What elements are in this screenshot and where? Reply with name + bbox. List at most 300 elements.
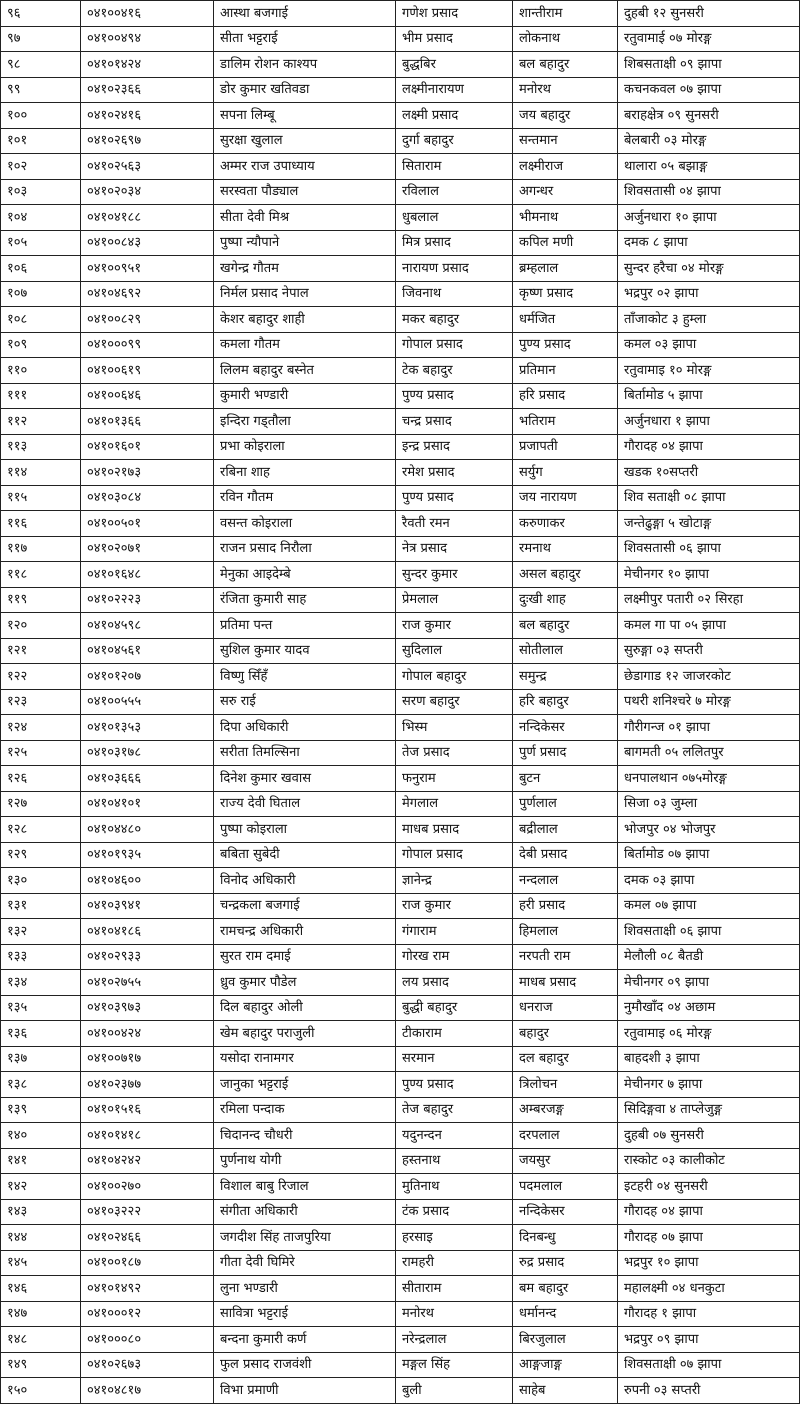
table-row <box>1 460 800 486</box>
address-cell: कमल गा पा ०५ झापा <box>618 613 800 639</box>
table-row <box>1 1199 800 1225</box>
roll-number-cell: ०४१०१२०७ <box>81 664 214 690</box>
father-name-cell: फनुराम <box>396 766 513 792</box>
grandfather-name-cell: बल बहादुर <box>513 613 618 639</box>
roll-number-cell: ०४१०२४६६ <box>81 1225 214 1251</box>
serial-number-cell: १२७ <box>1 791 81 817</box>
roll-number-cell: ०४१०१३६६ <box>81 409 214 435</box>
roll-number-cell: ०४१००५५५ <box>81 689 214 715</box>
candidate-name-cell: इन्दिरा गड्तौला <box>214 409 396 435</box>
father-name-cell: गोपाल बहादुर <box>396 664 513 690</box>
table-row <box>1 154 800 180</box>
grandfather-name-cell: बिरजुलाल <box>513 1327 618 1353</box>
serial-number-cell: ९६ <box>1 1 81 27</box>
address-cell: गौरादह ०४ झापा <box>618 434 800 460</box>
address-cell: मेलौली ०८ बैतडी <box>618 944 800 970</box>
table-row <box>1 1352 800 1378</box>
grandfather-name-cell: बम बहादुर <box>513 1276 618 1302</box>
candidate-name-cell: संगीता अधिकारी <box>214 1199 396 1225</box>
table-row <box>1 434 800 460</box>
roll-number-cell: ०४१०१९३५ <box>81 842 214 868</box>
grandfather-name-cell: आङ्गजाङ्ग <box>513 1352 618 1378</box>
table-row <box>1 358 800 384</box>
serial-number-cell: १४७ <box>1 1301 81 1327</box>
roll-number-cell: ०४१०३०८४ <box>81 485 214 511</box>
address-cell: दुहबी १२ सुनसरी <box>618 1 800 27</box>
table-row <box>1 1 800 27</box>
candidate-name-cell: जानुका भट्टराई <box>214 1072 396 1098</box>
father-name-cell: इन्द्र प्रसाद <box>396 434 513 460</box>
table-row <box>1 664 800 690</box>
roll-number-cell: ०४१००२७० <box>81 1174 214 1200</box>
father-name-cell: नारायण प्रसाद <box>396 256 513 282</box>
father-name-cell: बुद्धबिर <box>396 52 513 78</box>
candidate-name-cell: सुरत राम दमाई <box>214 944 396 970</box>
father-name-cell: तेज बहादुर <box>396 1097 513 1123</box>
father-name-cell: जिवनाथ <box>396 281 513 307</box>
grandfather-name-cell: करुणाकर <box>513 511 618 537</box>
candidate-name-cell: विष्णु सिँहँ <box>214 664 396 690</box>
serial-number-cell: १०३ <box>1 179 81 205</box>
father-name-cell: सुन्दर कुमार <box>396 562 513 588</box>
address-cell: सुन्दर हरैचा ०४ मोरङ्ग <box>618 256 800 282</box>
candidate-name-cell: दिपा अधिकारी <box>214 715 396 741</box>
grandfather-name-cell: बद्रीलाल <box>513 817 618 843</box>
grandfather-name-cell: देबी प्रसाद <box>513 842 618 868</box>
table-row <box>1 511 800 537</box>
serial-number-cell: १३० <box>1 868 81 894</box>
roll-number-cell: ०४१०००८० <box>81 1327 214 1353</box>
serial-number-cell: १०५ <box>1 230 81 256</box>
serial-number-cell: १२६ <box>1 766 81 792</box>
father-name-cell: गोपाल प्रसाद <box>396 842 513 868</box>
father-name-cell: टेक बहादुर <box>396 358 513 384</box>
serial-number-cell: १०० <box>1 103 81 129</box>
roll-number-cell: ०४१००६१९ <box>81 358 214 384</box>
address-cell: बाहदशी ३ झापा <box>618 1046 800 1072</box>
serial-number-cell: १०२ <box>1 154 81 180</box>
roll-number-cell: ०४१००९५१ <box>81 256 214 282</box>
roll-number-cell: ०४१०३१७८ <box>81 740 214 766</box>
address-cell: शिबसताक्षी ०९ झापा <box>618 52 800 78</box>
address-cell: दुहबी ०७ सुनसरी <box>618 1123 800 1149</box>
table-row <box>1 1378 800 1404</box>
candidate-name-cell: प्रभा कोइराला <box>214 434 396 460</box>
candidate-name-cell: विनोद अधिकारी <box>214 868 396 894</box>
grandfather-name-cell: हरी प्रसाद <box>513 893 618 919</box>
address-cell: छेडागाड १२ जाजरकोट <box>618 664 800 690</box>
roll-number-cell: ०४१०३२२२ <box>81 1199 214 1225</box>
candidate-name-cell: जगदीश सिंह ताजपुरिया <box>214 1225 396 1251</box>
serial-number-cell: ११७ <box>1 536 81 562</box>
address-cell: ताँजाकोट ३ हुम्ला <box>618 307 800 333</box>
address-cell: रतुवामाई ०७ मोरङ्ग <box>618 26 800 52</box>
grandfather-name-cell: सर्युग <box>513 460 618 486</box>
address-cell: बिर्तामोड ०७ झापा <box>618 842 800 868</box>
address-cell: गौरादह १ झापा <box>618 1301 800 1327</box>
father-name-cell: माधब प्रसाद <box>396 817 513 843</box>
candidate-name-cell: रंजिता कुमारी साह <box>214 587 396 613</box>
candidate-name-cell: रबिना शाह <box>214 460 396 486</box>
grandfather-name-cell: पुण्य प्रसाद <box>513 332 618 358</box>
roll-number-cell: ०४१०२९३३ <box>81 944 214 970</box>
address-cell: सिदिङ्गवा ४ ताप्लेजुङ्ग <box>618 1097 800 1123</box>
father-name-cell: मेगलाल <box>396 791 513 817</box>
table-row <box>1 1250 800 1276</box>
address-cell: खडक १०सप्तरी <box>618 460 800 486</box>
table-row <box>1 970 800 996</box>
roll-number-cell: ०४१०२५६३ <box>81 154 214 180</box>
father-name-cell: टीकाराम <box>396 1021 513 1047</box>
grandfather-name-cell: कृष्ण प्रसाद <box>513 281 618 307</box>
address-cell: शिव सताक्षी ०८ झापा <box>618 485 800 511</box>
grandfather-name-cell: माधब प्रसाद <box>513 970 618 996</box>
serial-number-cell: १३२ <box>1 919 81 945</box>
serial-number-cell: ११२ <box>1 409 81 435</box>
roll-number-cell: ०४१०००९९ <box>81 332 214 358</box>
serial-number-cell: ९७ <box>1 26 81 52</box>
address-cell: मेचीनगर ७ झापा <box>618 1072 800 1098</box>
candidate-name-cell: निर्मल प्रसाद नेपाल <box>214 281 396 307</box>
grandfather-name-cell: सोतीलाल <box>513 638 618 664</box>
table-row <box>1 1174 800 1200</box>
roll-number-cell: ०४१०४५९८ <box>81 613 214 639</box>
address-cell: पथरी शनिश्चरे ७ मोरङ्ग <box>618 689 800 715</box>
roll-number-cell: ०४१००६४६ <box>81 383 214 409</box>
serial-number-cell: १२९ <box>1 842 81 868</box>
father-name-cell: नरेन्द्रलाल <box>396 1327 513 1353</box>
father-name-cell: भीम प्रसाद <box>396 26 513 52</box>
serial-number-cell: १३३ <box>1 944 81 970</box>
table-row <box>1 1046 800 1072</box>
grandfather-name-cell: हरि बहादुर <box>513 689 618 715</box>
serial-number-cell: १०८ <box>1 307 81 333</box>
address-cell: इटहरी ०४ सुनसरी <box>618 1174 800 1200</box>
father-name-cell: रैवती रमन <box>396 511 513 537</box>
grandfather-name-cell: धनराज <box>513 995 618 1021</box>
address-cell: जन्तेढुङ्गा ५ खोटाङ्ग <box>618 511 800 537</box>
serial-number-cell: ९८ <box>1 52 81 78</box>
roll-number-cell: ०४१०१३५३ <box>81 715 214 741</box>
table-row <box>1 332 800 358</box>
roll-number-cell: ०४१००८२९ <box>81 307 214 333</box>
table-row <box>1 179 800 205</box>
father-name-cell: सीताराम <box>396 1276 513 1302</box>
father-name-cell: मनोरथ <box>396 1301 513 1327</box>
grandfather-name-cell: बहादुर <box>513 1021 618 1047</box>
candidate-name-cell: रामचन्द्र अधिकारी <box>214 919 396 945</box>
father-name-cell: गोपाल प्रसाद <box>396 332 513 358</box>
table-row <box>1 1123 800 1149</box>
roll-number-cell: ०४१०३९७३ <box>81 995 214 1021</box>
grandfather-name-cell: साहेब <box>513 1378 618 1404</box>
address-cell: भोजपुर ०४ भोजपुर <box>618 817 800 843</box>
grandfather-name-cell: रुद्र प्रसाद <box>513 1250 618 1276</box>
grandfather-name-cell: दिनबन्धु <box>513 1225 618 1251</box>
serial-number-cell: १४३ <box>1 1199 81 1225</box>
father-name-cell: राज कुमार <box>396 893 513 919</box>
candidate-name-cell: सरु राई <box>214 689 396 715</box>
grandfather-name-cell: बुटन <box>513 766 618 792</box>
address-cell: रास्कोट ०३ कालीकोट <box>618 1148 800 1174</box>
father-name-cell: मङ्गल सिंह <box>396 1352 513 1378</box>
serial-number-cell: १२२ <box>1 664 81 690</box>
table-row <box>1 1097 800 1123</box>
candidate-name-cell: दिनेश कुमार खवास <box>214 766 396 792</box>
table-row <box>1 1021 800 1047</box>
candidate-name-cell: बबिता सुबेदी <box>214 842 396 868</box>
candidate-name-cell: बन्दना कुमारी कर्ण <box>214 1327 396 1353</box>
father-name-cell: मित्र प्रसाद <box>396 230 513 256</box>
father-name-cell: रामहरी <box>396 1250 513 1276</box>
table-row <box>1 383 800 409</box>
candidate-name-cell: पुष्पा न्यौपाने <box>214 230 396 256</box>
grandfather-name-cell: नन्दिकेसर <box>513 715 618 741</box>
candidate-name-cell: सीता भट्टराई <box>214 26 396 52</box>
roll-number-cell: ०४१०१६०१ <box>81 434 214 460</box>
father-name-cell: धुबलाल <box>396 205 513 231</box>
table-row <box>1 103 800 129</box>
father-name-cell: बुद्धी बहादुर <box>396 995 513 1021</box>
father-name-cell: सरण बहादुर <box>396 689 513 715</box>
candidate-name-cell: पुर्णनाथ योगी <box>214 1148 396 1174</box>
grandfather-name-cell: बल बहादुर <box>513 52 618 78</box>
serial-number-cell: १४१ <box>1 1148 81 1174</box>
address-cell: कचनकवल ०७ झापा <box>618 77 800 103</box>
table-row <box>1 1072 800 1098</box>
father-name-cell: नेत्र प्रसाद <box>396 536 513 562</box>
address-cell: शिवसताक्षी ०६ झापा <box>618 919 800 945</box>
serial-number-cell: १२३ <box>1 689 81 715</box>
father-name-cell: गणेश प्रसाद <box>396 1 513 27</box>
address-cell: बिर्तामोड ५ झापा <box>618 383 800 409</box>
candidate-name-cell: सपना लिम्बू <box>214 103 396 129</box>
father-name-cell: बुली <box>396 1378 513 1404</box>
serial-number-cell: १११ <box>1 383 81 409</box>
address-cell: शिवसताक्षी ०७ झापा <box>618 1352 800 1378</box>
address-cell: रुपनी ०३ सप्तरी <box>618 1378 800 1404</box>
roll-number-cell: ०४१०२०७१ <box>81 536 214 562</box>
table-row <box>1 1148 800 1174</box>
serial-number-cell: १२८ <box>1 817 81 843</box>
grandfather-name-cell: हरि प्रसाद <box>513 383 618 409</box>
table-row <box>1 638 800 664</box>
roll-number-cell: ०४१०४५६१ <box>81 638 214 664</box>
father-name-cell: ज्ञानेन्द्र <box>396 868 513 894</box>
serial-number-cell: १२५ <box>1 740 81 766</box>
grandfather-name-cell: त्रिलोचन <box>513 1072 618 1098</box>
candidate-name-cell: खगेन्द्र गौतम <box>214 256 396 282</box>
serial-number-cell: १२१ <box>1 638 81 664</box>
candidate-name-cell: खेम बहादुर पराजुली <box>214 1021 396 1047</box>
grandfather-name-cell: समुन्द्र <box>513 664 618 690</box>
roll-number-cell: ०४१००१८७ <box>81 1250 214 1276</box>
serial-number-cell: १०४ <box>1 205 81 231</box>
table-row <box>1 128 800 154</box>
address-cell: कमल ०३ झापा <box>618 332 800 358</box>
table-row <box>1 562 800 588</box>
grandfather-name-cell: जय नारायण <box>513 485 618 511</box>
table-row <box>1 281 800 307</box>
serial-number-cell: ९९ <box>1 77 81 103</box>
grandfather-name-cell: कपिल मणी <box>513 230 618 256</box>
father-name-cell: रविलाल <box>396 179 513 205</box>
father-name-cell: दुर्गा बहादुर <box>396 128 513 154</box>
candidate-name-cell: सरीता तिमल्सिना <box>214 740 396 766</box>
father-name-cell: गोरख राम <box>396 944 513 970</box>
roll-number-cell: ०४१०४२४२ <box>81 1148 214 1174</box>
address-cell: मेचीनगर ०९ झापा <box>618 970 800 996</box>
candidate-name-cell: डोर कुमार खतिवडा <box>214 77 396 103</box>
roll-number-cell: ०४१००४२४ <box>81 1021 214 1047</box>
father-name-cell: चन्द्र प्रसाद <box>396 409 513 435</box>
roll-number-cell: ०४१०००१२ <box>81 1301 214 1327</box>
roll-number-cell: ०४१०२१७३ <box>81 460 214 486</box>
address-cell: रतुवामाइ १० मोरङ्ग <box>618 358 800 384</box>
candidate-name-cell: आस्था बजगाई <box>214 1 396 27</box>
father-name-cell: राज कुमार <box>396 613 513 639</box>
father-name-cell: पुण्य प्रसाद <box>396 1072 513 1098</box>
serial-number-cell: ११५ <box>1 485 81 511</box>
serial-number-cell: १२० <box>1 613 81 639</box>
candidate-table-body <box>1 1 800 1404</box>
serial-number-cell: १४९ <box>1 1352 81 1378</box>
serial-number-cell: १०७ <box>1 281 81 307</box>
table-row <box>1 205 800 231</box>
address-cell: सुरुङ्गा ०३ सप्तरी <box>618 638 800 664</box>
roll-number-cell: ०४१०४१८६ <box>81 919 214 945</box>
roll-number-cell: ०४१०२३६६ <box>81 77 214 103</box>
roll-number-cell: ०४१०२२२३ <box>81 587 214 613</box>
grandfather-name-cell: पदमलाल <box>513 1174 618 1200</box>
serial-number-cell: १३५ <box>1 995 81 1021</box>
candidate-name-cell: गीता देवी घिमिरे <box>214 1250 396 1276</box>
father-name-cell: यदुनन्दन <box>396 1123 513 1149</box>
candidate-name-cell: केशर बहादुर शाही <box>214 307 396 333</box>
grandfather-name-cell: दुःखी शाह <box>513 587 618 613</box>
serial-number-cell: १०६ <box>1 256 81 282</box>
table-row <box>1 766 800 792</box>
roll-number-cell: ०४१०१४१८ <box>81 1123 214 1149</box>
table-row <box>1 919 800 945</box>
serial-number-cell: १०१ <box>1 128 81 154</box>
serial-number-cell: ११३ <box>1 434 81 460</box>
serial-number-cell: १४४ <box>1 1225 81 1251</box>
candidate-name-cell: वसन्त कोइराला <box>214 511 396 537</box>
roll-number-cell: ०४१०४१०१ <box>81 791 214 817</box>
address-cell: महालक्ष्मी ०४ धनकुटा <box>618 1276 800 1302</box>
grandfather-name-cell: पुर्ण प्रसाद <box>513 740 618 766</box>
candidate-name-cell: लिलम बहादुर बस्नेत <box>214 358 396 384</box>
roll-number-cell: ०४१०२४१६ <box>81 103 214 129</box>
table-row <box>1 26 800 52</box>
candidate-name-cell: मेनुका आइदेम्बे <box>214 562 396 588</box>
serial-number-cell: १३८ <box>1 1072 81 1098</box>
address-cell: रतुवामाइ ०६ मोरङ्ग <box>618 1021 800 1047</box>
father-name-cell: सुदिलाल <box>396 638 513 664</box>
candidate-name-cell: सुशिल कुमार यादव <box>214 638 396 664</box>
table-row <box>1 1276 800 1302</box>
roll-number-cell: ०४१०३६६६ <box>81 766 214 792</box>
father-name-cell: सिताराम <box>396 154 513 180</box>
candidate-name-cell: विभा प्रमाणी <box>214 1378 396 1404</box>
table-row <box>1 842 800 868</box>
table-row <box>1 944 800 970</box>
candidate-name-cell: ध्रुव कुमार पौडेल <box>214 970 396 996</box>
serial-number-cell: १३१ <box>1 893 81 919</box>
grandfather-name-cell: शान्तीराम <box>513 1 618 27</box>
address-cell: बेलबारी ०३ मोरङ्ग <box>618 128 800 154</box>
candidate-name-cell: सुरक्षा खुलाल <box>214 128 396 154</box>
father-name-cell: पुण्य प्रसाद <box>396 485 513 511</box>
father-name-cell: तेज प्रसाद <box>396 740 513 766</box>
serial-number-cell: १४८ <box>1 1327 81 1353</box>
candidate-name-cell: लुना भण्डारी <box>214 1276 396 1302</box>
grandfather-name-cell: नरपती राम <box>513 944 618 970</box>
candidate-name-cell: चन्द्रकला बजगाई <box>214 893 396 919</box>
grandfather-name-cell: जय बहादुर <box>513 103 618 129</box>
grandfather-name-cell: पुर्णलाल <box>513 791 618 817</box>
serial-number-cell: १४५ <box>1 1250 81 1276</box>
roll-number-cell: ०४१०१४२४ <box>81 52 214 78</box>
address-cell: लक्ष्मीपुर पतारी ०२ सिरहा <box>618 587 800 613</box>
table-row <box>1 893 800 919</box>
father-name-cell: मुतिनाथ <box>396 1174 513 1200</box>
grandfather-name-cell: नन्दलाल <box>513 868 618 894</box>
father-name-cell: लक्ष्मी प्रसाद <box>396 103 513 129</box>
grandfather-name-cell: अगन्धर <box>513 179 618 205</box>
serial-number-cell: १०९ <box>1 332 81 358</box>
candidate-name-cell: सावित्रा भट्टराई <box>214 1301 396 1327</box>
serial-number-cell: १४० <box>1 1123 81 1149</box>
roll-number-cell: ०४१०४६९२ <box>81 281 214 307</box>
grandfather-name-cell: लोकनाथ <box>513 26 618 52</box>
address-cell: भद्रपुर १० झापा <box>618 1250 800 1276</box>
roll-number-cell: ०४१००४९४ <box>81 26 214 52</box>
address-cell: दमक ८ झापा <box>618 230 800 256</box>
father-name-cell: मकर बहादुर <box>396 307 513 333</box>
candidate-name-cell: दिल बहादुर ओली <box>214 995 396 1021</box>
serial-number-cell: १४६ <box>1 1276 81 1302</box>
candidate-name-cell: रविन गौतम <box>214 485 396 511</box>
roll-number-cell: ०४१०२६७३ <box>81 1352 214 1378</box>
father-name-cell: गंगाराम <box>396 919 513 945</box>
grandfather-name-cell: धर्मानन्द <box>513 1301 618 1327</box>
father-name-cell: हरसाइ <box>396 1225 513 1251</box>
father-name-cell: लक्ष्मीनारायण <box>396 77 513 103</box>
roll-number-cell: ०४१०३९४१ <box>81 893 214 919</box>
address-cell: थालारा ०५ बझाङ्ग <box>618 154 800 180</box>
roll-number-cell: ०४१०४४८० <box>81 817 214 843</box>
father-name-cell: पुण्य प्रसाद <box>396 383 513 409</box>
candidate-name-cell: यसोदा रानामगर <box>214 1046 396 1072</box>
table-row <box>1 587 800 613</box>
candidate-name-cell: प्रतिमा पन्त <box>214 613 396 639</box>
address-cell: भद्रपुर ०२ झापा <box>618 281 800 307</box>
roll-number-cell: ०४१०१५१६ <box>81 1097 214 1123</box>
address-cell: मेचीनगर १० झापा <box>618 562 800 588</box>
table-row <box>1 995 800 1021</box>
father-name-cell: लय प्रसाद <box>396 970 513 996</box>
table-row <box>1 715 800 741</box>
grandfather-name-cell: धर्मजित <box>513 307 618 333</box>
serial-number-cell: १३९ <box>1 1097 81 1123</box>
grandfather-name-cell: भीमनाथ <box>513 205 618 231</box>
roll-number-cell: ०४१०४८१७ <box>81 1378 214 1404</box>
grandfather-name-cell: जयसुर <box>513 1148 618 1174</box>
candidate-name-cell: राज्य देवी घिताल <box>214 791 396 817</box>
serial-number-cell: १३७ <box>1 1046 81 1072</box>
